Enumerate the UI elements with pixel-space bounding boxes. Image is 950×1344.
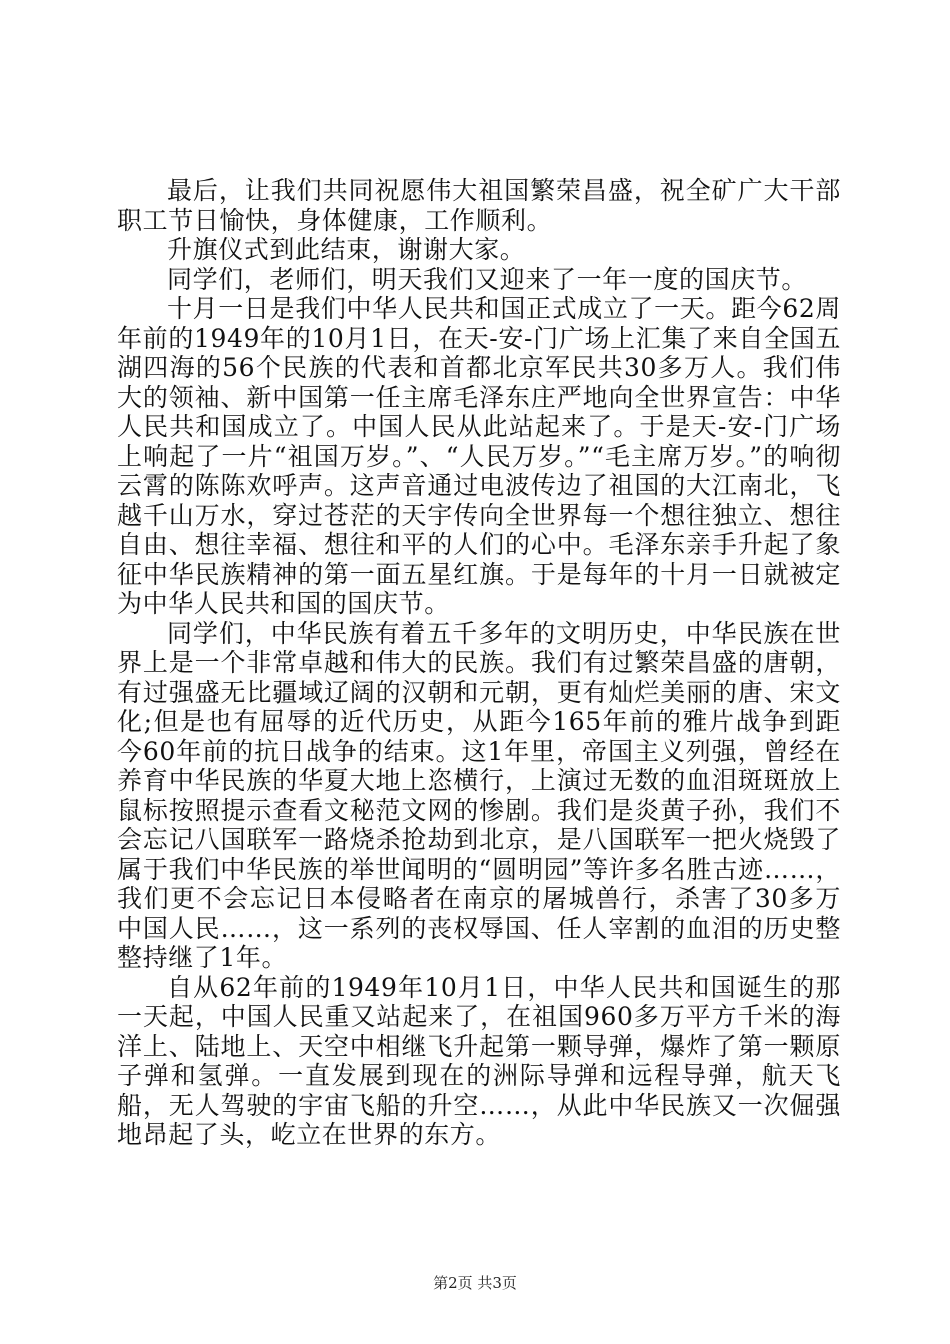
paragraph-history: 同学们，中华民族有着五千多年的文明历史，中华民族在世界上是一个非常卓越和伟大的民族。我们有过繁荣昌盛的唐朝，有过强盛无比疆域辽阔的汉朝和元朝，更有灿烂美丽的唐、宋文化;但是也有屈辱的近代历史，从距今165年前的雅片战争到距今60年前的抗日战争的结束。这1年里，帝国主义列强，曾经在养育中华民族的华夏大地上恣横行，上演过无数的血泪斑斑放上鼠标按照提示查看文秘范文网的惨剧。我们是炎黄子孙，我们不会忘记八国联军一路烧杀抢劫到北京，是八国联军一把火烧毁了属于我们中华民族的举世闻明的“圆明园”等许多名胜古迹……，我们更不会忘记日本侵略者在南京的屠城兽行，杀害了30多万中国人民……，这一系列的丧权辱国、任人宰割的血泪的历史整整持继了1年。 [117, 618, 841, 972]
document-body [117, 176, 841, 1150]
paragraph-greeting: 同学们，老师们，明天我们又迎来了一年一度的国庆节。 [167, 264, 808, 294]
paragraph-ceremony-end: 升旗仪式到此结束，谢谢大家。 [167, 235, 526, 264]
page-number-footer: 第2页 共3页 [433, 1274, 517, 1292]
paragraph-closing-wishes: 最后，让我们共同祝愿伟大祖国繁荣昌盛，祝全矿广大干部职工节日愉快，身体健康，工作顺利。 [117, 176, 841, 235]
paragraph-rise: 自从62年前的1949年10月1日，中华人民共和国诞生的那一天起，中国人民重又站起来了，在祖国960多万平方千米的海洋上、陆地上、天空中相继飞升起第一颗导弹，爆炸了第一颗原子弹和氢弹。一直发展到现在的洲际导弹和远程导弹，航天飞船，无人驾驶的宇宙飞船的升空……，从此中华民族又一次倔强地昂起了头，屹立在世界的东方。 [117, 972, 841, 1149]
paragraph-founding-day: 十月一日是我们中华人民共和国正式成立了一天。距今62周年前的1949年的10月1日，在天-安-门广场上汇集了来自全国五湖四海的56个民族的代表和首都北京军民共30多万人。我们伟大的领袖、新中国第一任主席毛泽东庄严地向全世界宣告：中华人民共和国成立了。中国人民从此站起来了。于是天-安-门广场上响起了一片“祖国万岁。”、“人民万岁。”“毛主席万岁。”的响彻云霄的陈陈欢呼声。这声音通过电波传边了祖国的大江南北，飞越千山万水，穿过苍茫的天宇传向全世界每一个想往独立、想往自由、想往幸福、想往和平的人们的心中。毛泽东亲手升起了象征中华民族精神的第一面五星红旗。于是每年的十月一日就被定为中华人民共和国的国庆节。 [117, 294, 841, 618]
